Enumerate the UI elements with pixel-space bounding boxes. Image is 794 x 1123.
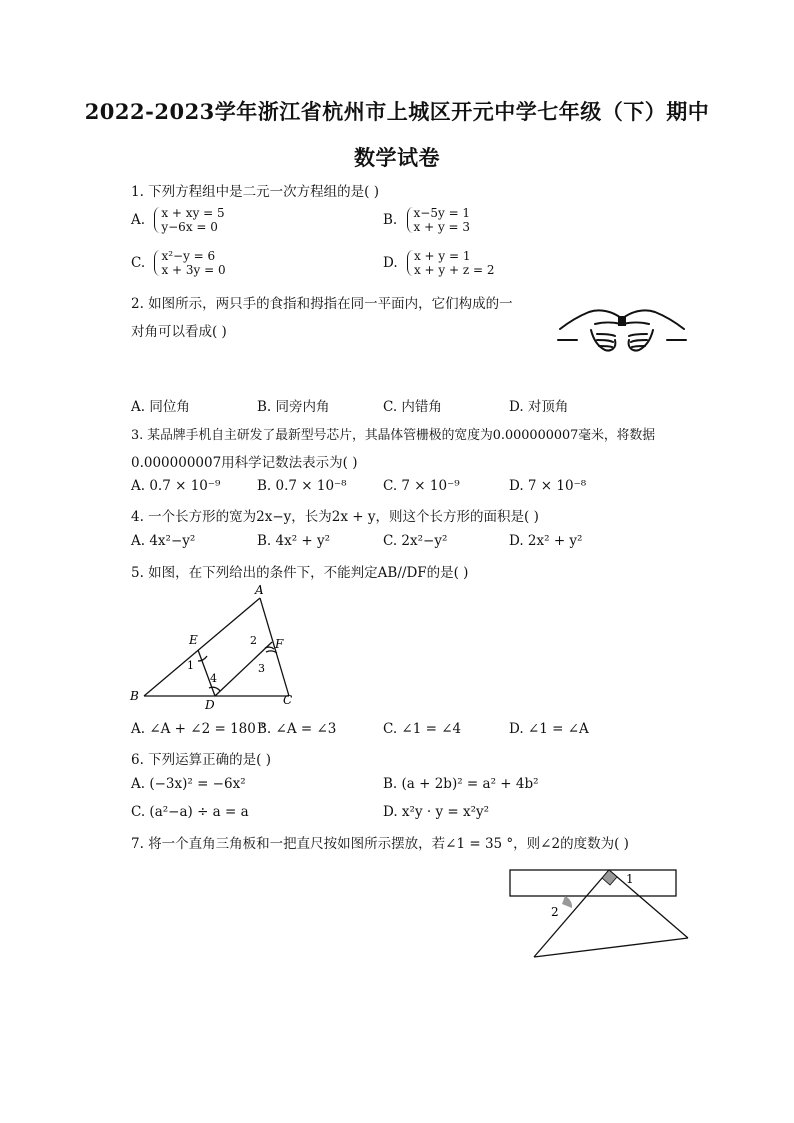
q1-a-system: x + xy = 5 y−6x = 0 (152, 206, 224, 234)
q2-option-a[interactable]: A. 同位角 (131, 399, 190, 415)
q3-option-d[interactable]: D. 7 × 10⁻⁸ (509, 478, 587, 494)
q4-option-b[interactable]: B. 4x² + y² (257, 533, 331, 549)
q1-option-b[interactable]: B. x−5y = 1 x + y = 3 (383, 206, 471, 234)
q3-stem-line1: 3. 某品牌手机自主研发了最新型号芯片，其晶体管栅极的宽度为0.000000007毫米，将数据 (131, 428, 656, 443)
q6-option-d[interactable]: D. x²y · y = x²y² (383, 804, 490, 820)
q2-option-b[interactable]: B. 同旁内角 (257, 399, 330, 415)
q5-option-b[interactable]: B. ∠A = ∠3 (257, 721, 337, 737)
q6-option-b[interactable]: B. (a + 2b)² = a² + 4b² (383, 776, 539, 792)
q4-option-c[interactable]: C. 2x²−y² (383, 533, 448, 549)
q5-option-d[interactable]: D. ∠1 = ∠A (509, 721, 589, 737)
triangle-figure (126, 582, 306, 714)
page-title: 2022-2023学年浙江省杭州市上城区开元中学七年级（下）期中 (84, 99, 710, 124)
q3-stem-line2: 0.000000007用科学记数法表示为( ) (131, 455, 358, 471)
q1-option-c[interactable]: C. x²−y = 6 x + 3y = 0 (131, 249, 226, 277)
point-e-label: E (189, 633, 198, 647)
angle-3-label: 3 (258, 662, 265, 675)
q2-stem-line2: 对角可以看成( ) (131, 324, 227, 340)
point-f-label: F (275, 637, 284, 651)
page-subtitle: 数学试卷 (354, 145, 440, 170)
q6-stem: 6. 下列运算正确的是( ) (131, 752, 271, 768)
q3-option-b[interactable]: B. 0.7 × 10⁻⁸ (257, 478, 347, 494)
ruler-triangle-figure (505, 864, 695, 964)
q6-option-c[interactable]: C. (a²−a) ÷ a = a (131, 804, 249, 820)
point-d-label: D (205, 698, 215, 712)
q3-option-c[interactable]: C. 7 × 10⁻⁹ (383, 478, 460, 494)
point-a-label: A (255, 583, 264, 597)
q4-stem: 4. 一个长方形的宽为2x−y，长为2x + y，则这个长方形的面积是( ) (131, 509, 539, 525)
angle-1-label: 1 (626, 872, 634, 886)
q4-option-a[interactable]: A. 4x²−y² (131, 533, 196, 549)
q1-c-system: x²−y = 6 x + 3y = 0 (152, 249, 225, 277)
q2-option-c[interactable]: C. 内错角 (383, 399, 442, 415)
angle-4-label: 4 (210, 672, 217, 685)
q1-d-system: x + y = 1 x + y + z = 2 (405, 249, 495, 277)
q2-option-d[interactable]: D. 对顶角 (509, 399, 569, 415)
q7-stem: 7. 将一个直角三角板和一把直尺按如图所示摆放，若∠1 = 35 °，则∠2的度数为( ) (131, 836, 629, 852)
angle-2-label: 2 (250, 634, 257, 647)
angle-2-label: 2 (551, 905, 559, 919)
q1-stem: 1. 下列方程组中是二元一次方程组的是( ) (131, 184, 379, 200)
q5-option-c[interactable]: C. ∠1 = ∠4 (383, 721, 462, 737)
point-c-label: C (283, 693, 293, 707)
q6-option-a[interactable]: A. (−3x)² = −6x² (131, 776, 246, 792)
q1-option-d[interactable]: D. x + y = 1 x + y + z = 2 (383, 249, 495, 277)
q5-stem: 5. 如图，在下列给出的条件下，不能判定AB//DF的是( ) (131, 565, 469, 581)
q1-b-system: x−5y = 1 x + y = 3 (405, 206, 471, 234)
point-b-label: B (130, 689, 139, 703)
q3-option-a[interactable]: A. 0.7 × 10⁻⁹ (131, 478, 221, 494)
q4-option-d[interactable]: D. 2x² + y² (509, 533, 583, 549)
q5-option-a[interactable]: A. ∠A + ∠2 = 180 ° (131, 721, 267, 737)
q2-stem-line1: 2. 如图所示，两只手的食指和拇指在同一平面内，它们构成的一 (131, 296, 513, 312)
hands-figure (557, 296, 687, 356)
angle-1-label: 1 (187, 659, 194, 672)
q1-option-a[interactable]: A. x + xy = 5 y−6x = 0 (131, 206, 225, 234)
